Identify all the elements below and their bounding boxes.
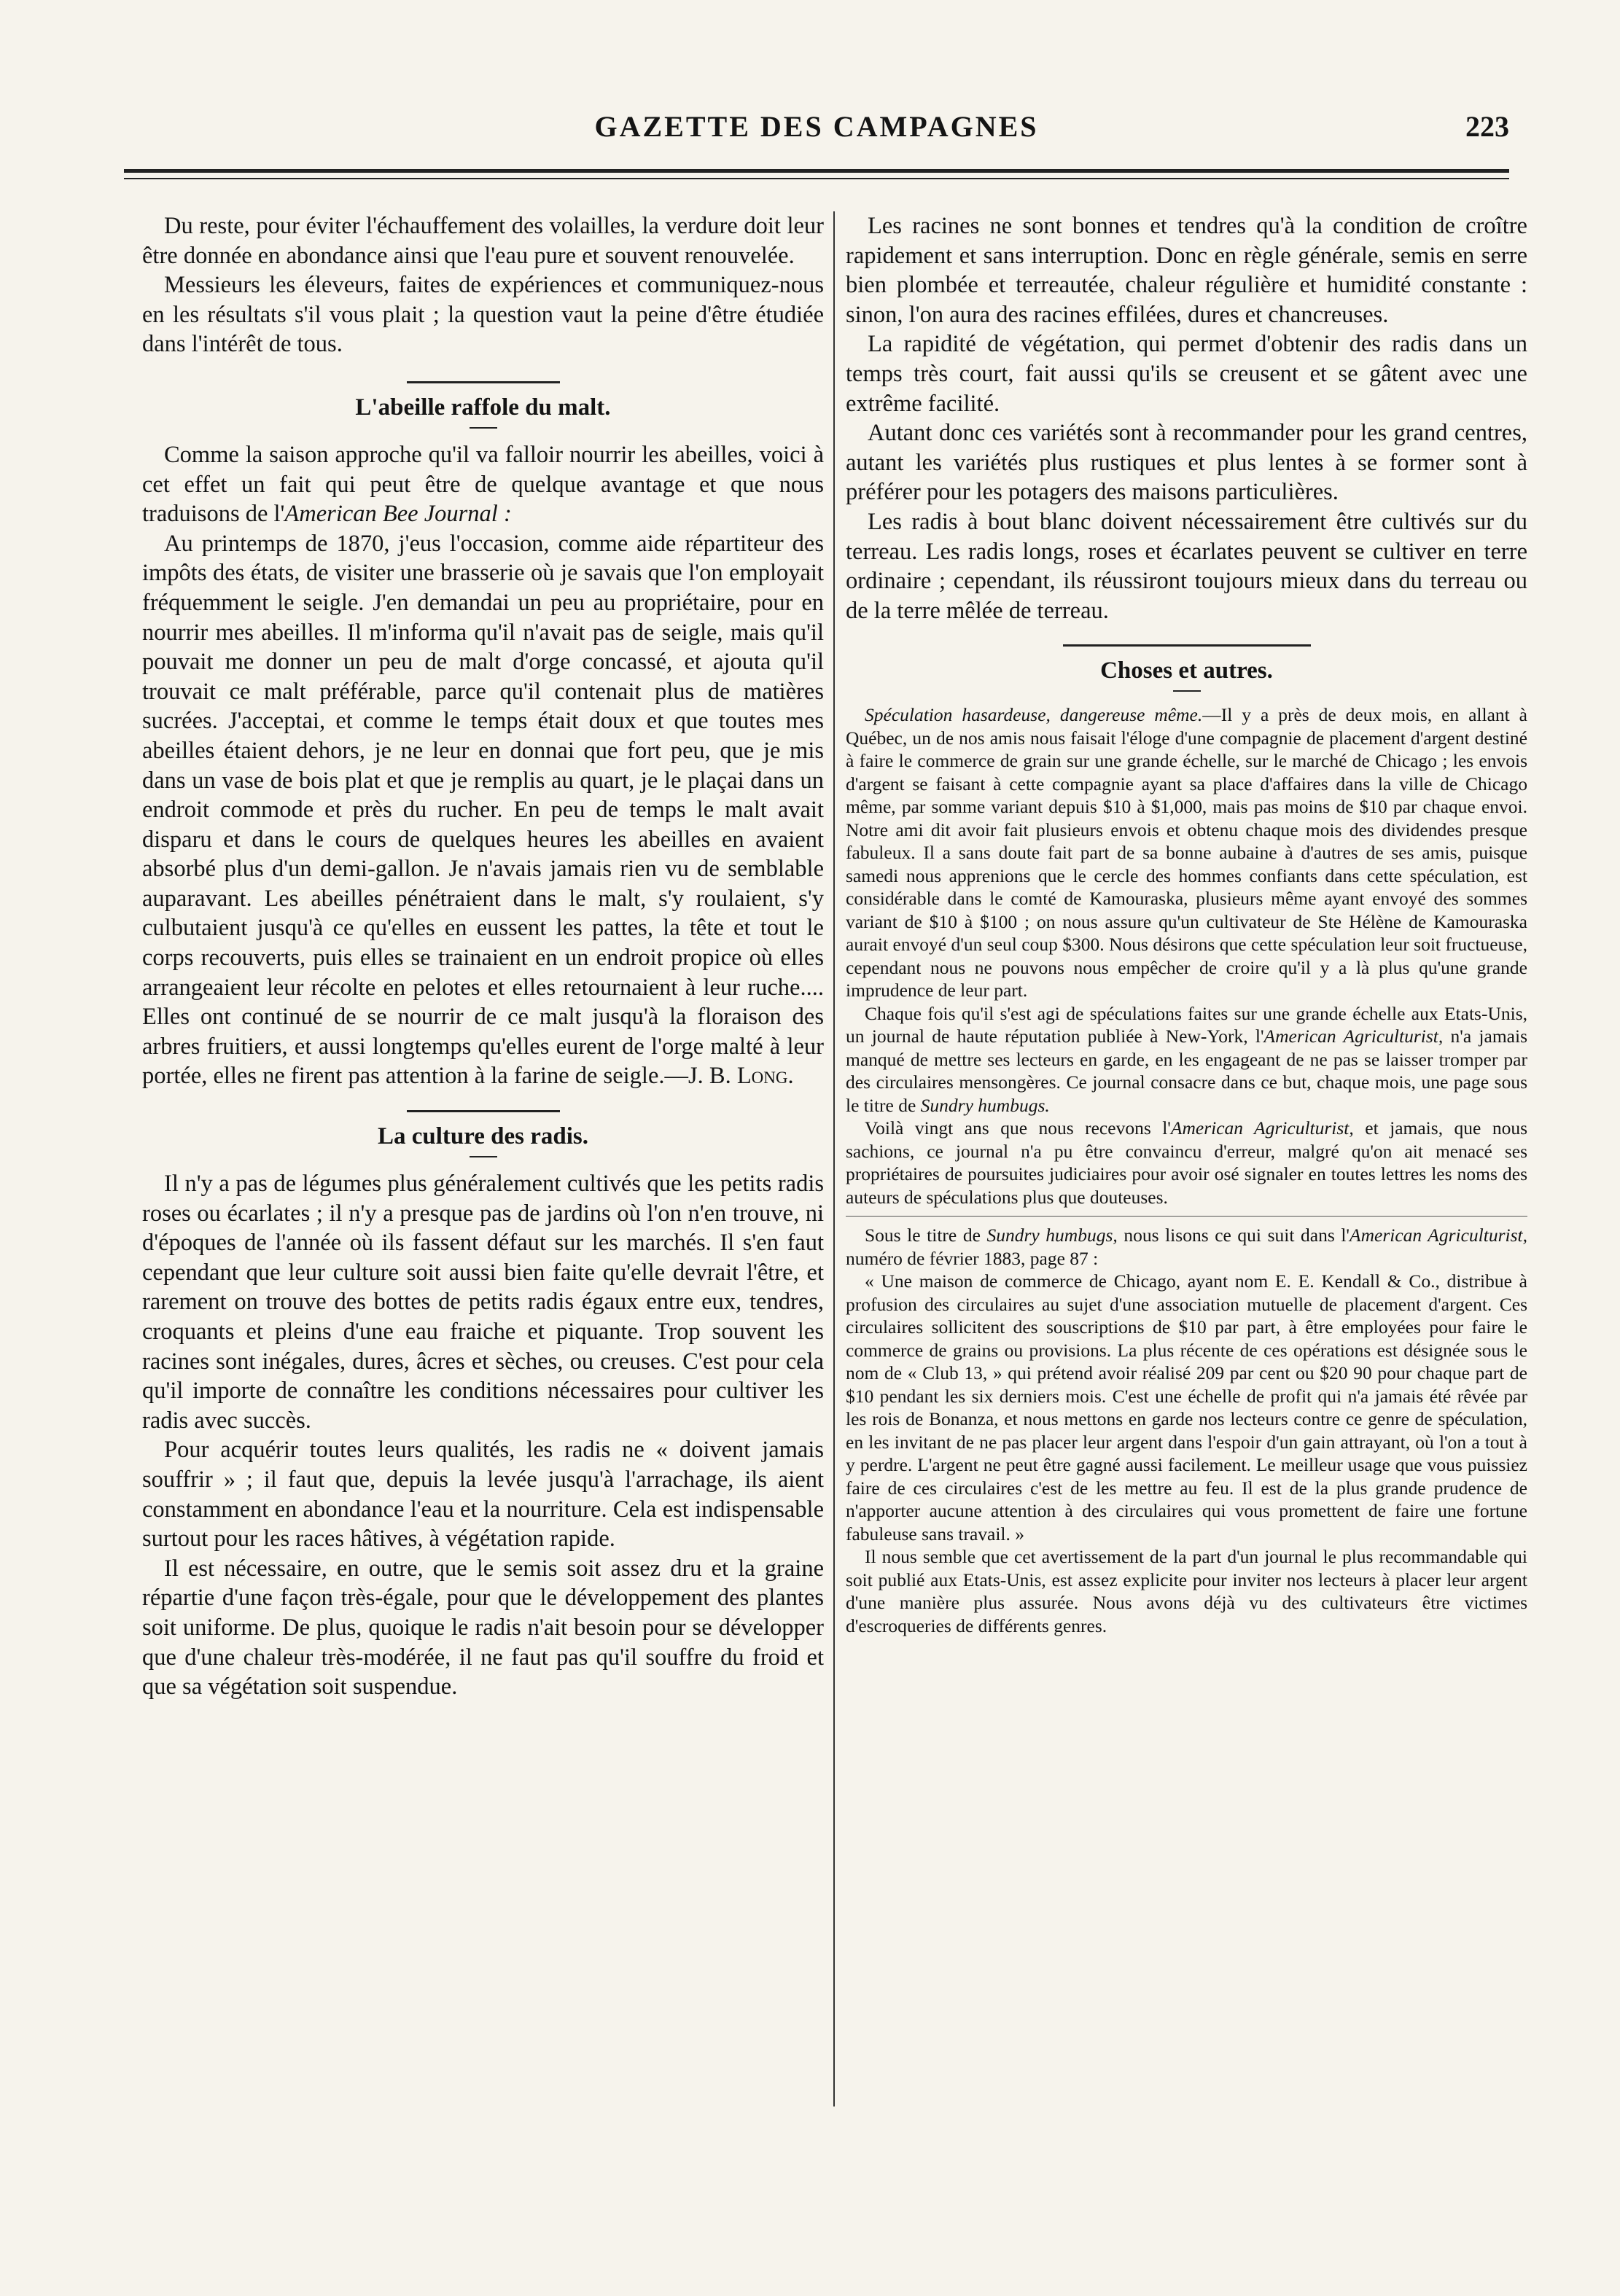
body-text: Au printemps de 1870, j'eus l'occasion, comme aide répartiteur des impôts des états, de visiter une brasserie où je savais que l'on employait fréquemment le seigle. J'en demandai un peu au propriétaire, pour en nourrir mes abeilles. Il m'informa qu'il n'avait pas de seigle, mais qu'il pouvait me donner un peu de malt d'orge concassé, et ajouta qu'il trouvait ce malt préférable, parce qu'il contenait plus de matières sucrées. J'acceptai, et comme le temps était doux et que toutes mes abeilles étaient dehors, je ne leur en donnai que fort peu, que je mis dans un vase de bois plat et que je remplis au quart, je le plaçai dans un endroit commode et près du rucher. En peu de temps le malt avait disparu et dans le cours de quelques heures les abeilles en avaient absorbé plus d'un demi-gallon. Je n'avais jamais rien vu de semblable auparavant. Les abeilles pénétraient dans le malt, s'y roulaient, s'y culbutaient jusqu'à ce qu'elles en eussent les pattes, la tête et tout le corps recouverts, puis elles se trainaient en un endroit propice où elles arrangeaient leur récolte en pelotes et elles retournaient à leur ruche.... Elles ont continué de se nourrir de ce malt jusqu'à la floraison des arbres fruitiers, et aussi longtemps qu'elles eurent de l'orge malté à leur portée, elles ne firent pas attention à la farine de seigle.—J. B. [142,530,824,1090]
paragraph: Autant donc ces variétés sont à recommander pour les grand centres, autant les variétés plus rustiques et plus lentes à se former sont à préférer pour les potagers des maisons particulières. [846,420,1527,506]
column-name: Sundry humbugs, [986,1225,1118,1246]
text-run: n'a jamais manqué de mettre ses lecteurs en garde, en les engageant de ne pas se laisser tromper par des circulaires mensongères. Ce journal consacre dans ce but, chaque mois, une page sous le titre de [846,1026,1527,1116]
paragraph [846,703,1527,1002]
paragraph: La rapidité de végétation, qui permet d'obtenir des radis dans un temps très court, fait aussi qu'ils se creusent et se gâtent avec une extrême facilité. [846,331,1527,417]
section-title-radis: La culture des radis. [377,1123,589,1150]
paragraph: Les radis à bout blanc doivent nécessairement être cultivés sur du terreau. Les radis longs, roses et écarlates peuvent se cultiver en terre ordinaire ; cependant, ils réussiront toujours mieux dans du terreau ou de la terre mêlée de terreau. [846,508,1527,624]
column-name: Sundry humbugs. [920,1094,1050,1116]
paragraph [846,1117,1527,1208]
column-divider [833,211,835,2106]
section-title-abeille: L'abeille raffole du malt. [355,394,611,421]
header-rule [124,169,1509,179]
title-dash [470,1156,497,1157]
paragraph [142,440,824,529]
article-body: —Il y a près de deux mois, en allant à Québec, un de nos amis nous faisait l'éloge d'une compagnie de placement d'argent destiné à faire le commerce de grain sur une grande échelle, sur le marché de Chicago ; les envois d'argent se faisant à cette compagnie ayant sa place d'affaires dans la ville de Chicago même, par somme variant depuis $10 à $1,000, mais pas moins de $10 par chaque envoi. Notre ami dit avoir fait plusieurs envois et obtenu chaque mois des dividendes presque fabuleux. Il a sans doute fait part de sa bonne aubaine à d'autres de ses amis, puisque samedi nous apprenions que le cercle des hommes confiants dans cette spéculation, est considérable dans le comté de Kamouraska, plusieurs même ayant envoyé des sommes variant de $10 à $100 ; on nous assure qu'un cultivateur de Ste Hélène de Kamouraska aurait envoyé d'un seul coup $300. Nous désirons que cette spéculation leur soit fructueuse, cependant nous ne pouvons nous empêcher de croire qu'il y a là plus qu'une grande imprudence de leur part. [846,704,1527,1001]
left-column [142,211,824,1702]
text-run: et jamais, que nous sachions, ce journal n'a pu être convaincu d'erreur, malgré qu'on ait menacé ses propriétaires de poursuites judiciaires pour avoir osé signaler en toutes lettres les noms des auteurs de spéculations plus que douteuses. [846,1117,1528,1208]
paragraph: Il nous semble que cet avertissement de la part d'un journal le plus recommandable qui soit publié aux Etats-Unis, est assez explicite pour inviter nos lecteurs à placer leur argent d'une manière plus assurée. Nous avons déjà vu des cultivateurs être victimes d'escroqueries de différents genres. [846,1546,1527,1636]
paragraph [846,1224,1527,1270]
text-run: Voilà vingt ans que nous recevons l' [865,1117,1171,1139]
paragraph: Les racines ne sont bonnes et tendres qu'à la condition de croître rapidement et sans interruption. Donc en règle générale, semis en serre bien plombée et terreautée, chaleur régulière et humidité constante : sinon, l'on aura des racines effilées, dures et chancreuses. [846,213,1527,328]
paragraph: Pour acquérir toutes leurs qualités, les radis ne « doivent jamais souffrir » ; il faut que, depuis la levée jusqu'à l'arrachage, ils aient constamment en abondance l'eau et la nourriture. Cela est indispensable surtout pour les races hâtives, à végétation rapide. [142,1437,824,1553]
journal-name: American Bee Journal : [284,501,512,528]
text-run: numéro de février 1883, page 87 : [846,1247,1099,1269]
text-run: Sous le titre de [865,1225,987,1246]
journal-name: American Agriculturist, [1263,1026,1444,1047]
running-title: GAZETTE DES CAMPAGNES [594,110,1039,143]
paragraph: Il n'y a pas de légumes plus généralement cultivés que les petits radis roses ou écarlates ; il n'y a presque pas de jardins où l'on n'en trouve, ni d'époques de l'année où ils fassent défaut sur les marchés. Il s'en faut cependant que leur culture soit aussi bien faite qu'elle devrait l'être, et rarement on trouve des bottes de petits radis égaux entre eux, tendres, croquants et pleins d'une eau fraiche et piquante. Trop souvent les racines sont inégales, dures, âcres et sèches, ou creuses. C'est pour cela qu'il importe de connaître les conditions nécessaires pour cultiver les radis avec succès. [142,1171,824,1434]
paragraph [846,1002,1527,1117]
journal-name: American Agriculturist, [1350,1225,1527,1246]
section-title-choses: Choses et autres. [1100,657,1273,684]
section-separator [407,381,560,383]
signature: Long. [736,1063,794,1090]
paragraph: Du reste, pour éviter l'échauffement des volailles, la verdure doit leur être donnée en abondance ainsi que l'eau pure et souvent renouvelée. [142,213,824,269]
page-number: 223 [1465,110,1509,143]
article-lead: Spéculation hasardeuse, dangereuse même. [865,704,1203,726]
paragraph-rule [846,1216,1527,1217]
journal-name: American Agriculturist, [1170,1117,1354,1139]
title-dash [1173,690,1201,692]
section-separator [1063,644,1311,647]
text-run: nous lisons ce qui suit dans l' [1117,1225,1350,1246]
section-separator [407,1110,560,1112]
paragraph: Il est nécessaire, en outre, que le semis soit assez dru et la graine répartie d'une façon très-égale, pour que le développement des plantes soit uniforme. De plus, quoique le radis n'ait besoin pour se développer que d'une chaleur très-modérée, il ne faut pas qu'il souffre du froid et que sa végétation soit suspendue. [142,1555,824,1700]
paragraph: Messieurs les éleveurs, faites de expériences et communiquez-nous en les résultats s'il vous plait ; la question vaut la peine d'être étudiée dans l'intérêt de tous. [142,272,824,358]
quoted-paragraph: « Une maison de commerce de Chicago, ayant nom E. E. Kendall & Co., distribue à profusion des circulaires au sujet d'une association mutuelle de placement d'argent. Ces circulaires sollicitent des souscriptions de $10 par part, à être employées pour faire le commerce de grains ou provisions. La plus récente de ces opérations est désignée sous le nom de « Club 13, » qui prétend avoir réalisé 209 par cent ou $20 90 pour chaque part de $10 pendant les six derniers mois. C'est une échelle de profit qui n'a jamais été rêvée par les rois de Bonanza, et nous mettons en garde nos lecteurs contre ce genre de spéculation, en les invitant de ne pas placer leur argent dans l'espoir d'un gain attrayant, où l'on a tout à y perdre. L'argent ne peut être gagné aussi facilement. Le meilleur usage que vous puissiez faire de ces circulaires c'est de les mettre au feu. Il est de la plus grande prudence de n'apporter aucune attention à des circulaires qui vous promettent de faire une fortune fabuleuse sans travail. » [846,1270,1527,1545]
title-dash [470,427,497,429]
page-header [124,102,1509,153]
right-column [846,211,1527,1637]
paragraph [142,529,824,1091]
text-run: Chaque fois qu'il s'est agi de spéculations faites sur une grande échelle aux Etats-Unis, un journal de haute réputation publiée à New-York, l' [846,1002,1527,1047]
intro-text: Comme la saison approche qu'il va falloir nourrir les abeilles, voici à cet effet un fait qui peut être de quelque avantage et que nous traduisons de l' [142,441,824,528]
